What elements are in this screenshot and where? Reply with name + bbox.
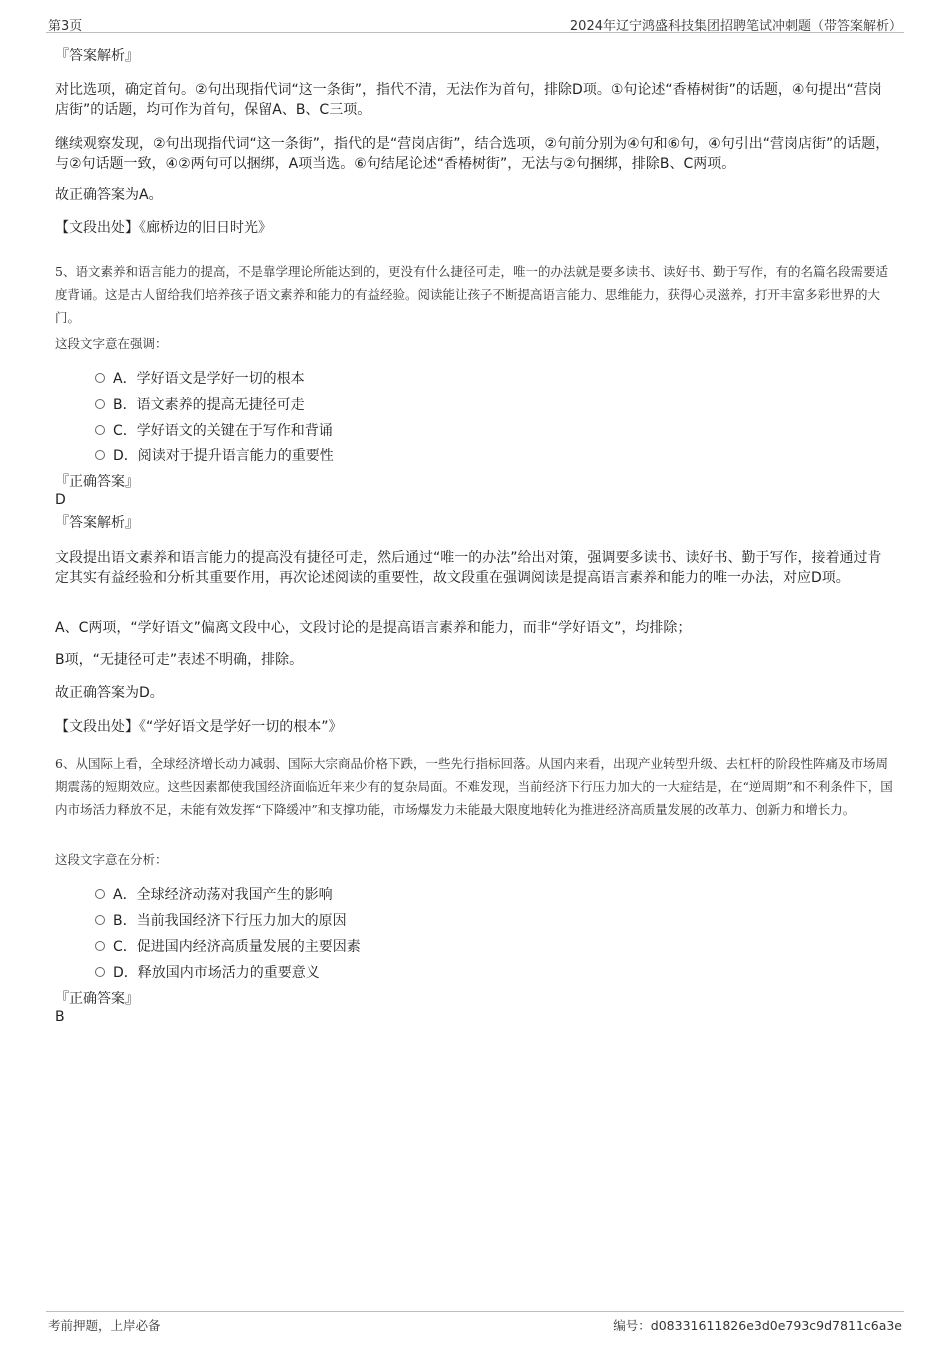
document-id: 编号：d08331611826e3d0e793c9d7811c6a3e <box>613 1318 902 1333</box>
analysis-paragraph: 文段提出语文素养和语言能力的提高没有捷径可走，然后通过“唯一的办法”给出对策，强调要多读书、读好书、勤于写作，接着通过肯定其实有益经验和分析其重要作用，再次论述阅读的重要性，故文段重在强调阅读是提高语言素养和能力的唯一办法，对应D项。 <box>55 550 882 586</box>
option-b[interactable] <box>95 394 305 418</box>
radio-icon[interactable] <box>95 399 105 409</box>
analysis-paragraph: 对比选项，确定首句。②句出现指代词“这一条街”，指代不清，无法作为首句，排除D项。①句论述“香椿树街”的话题，④句提出“营岗店街”的话题，均可作为首句，保留A、B、C三项。 <box>55 82 882 118</box>
analysis-paragraph: A、C两项，“学好语文”偏离文段中心，文段讨论的是提高语言素养和能力，而非“学好语文”，均排除； <box>55 620 692 636</box>
analysis-heading: 『答案解析』 <box>55 48 139 64</box>
analysis-conclusion: 故正确答案为A。 <box>55 187 163 203</box>
radio-icon[interactable] <box>95 967 105 977</box>
question-prompt: 这段文字意在分析： <box>55 852 168 867</box>
analysis-paragraph: B项，“无捷径可走”表述不明确，排除。 <box>55 652 304 668</box>
question-prompt: 这段文字意在强调： <box>55 336 168 351</box>
option-d[interactable] <box>95 962 320 986</box>
option-a[interactable] <box>95 884 333 908</box>
page-header <box>46 12 904 33</box>
option-label: A．学好语文是学好一切的根本 <box>113 371 305 387</box>
answer-heading: 『正确答案』 <box>55 474 139 490</box>
analysis-conclusion: 故正确答案为D。 <box>55 685 164 701</box>
option-b[interactable] <box>95 910 347 934</box>
analysis-paragraph: 继续观察发现，②句出现指代词“这一条街”，指代的是“营岗店街”，结合选项，②句前分别为④句和⑥句，④句引出“营岗店街”的话题，与②句话题一致，④②两句可以捆绑，A项当选。⑥句结尾论述“香椿树街”，无法与②句捆绑，排除B、C两项。 <box>55 136 890 172</box>
footer-slogan: 考前押题，上岸必备 <box>48 1318 161 1333</box>
radio-icon[interactable] <box>95 915 105 925</box>
option-label: D．阅读对于提升语言能力的重要性 <box>113 448 334 464</box>
option-label: C．促进国内经济高质量发展的主要因素 <box>113 939 361 955</box>
source-citation: 【文段出处】《“学好语文是学好一切的根本”》 <box>55 719 343 735</box>
option-c[interactable] <box>95 420 333 444</box>
question-text: 5、语文素养和语言能力的提高，不是靠学理论所能达到的，更没有什么捷径可走，唯一的办法就是要多读书、读好书、勤于写作，有的名篇名段需要适度背诵。这是古人留给我们培养孩子语文素养和能力的有益经验。阅读能让孩子不断提高语言能力、思维能力，获得心灵滋养，打开丰富多彩世界的大门。 <box>55 264 888 325</box>
radio-icon[interactable] <box>95 889 105 899</box>
radio-icon[interactable] <box>95 450 105 460</box>
option-d[interactable] <box>95 445 334 469</box>
option-label: B．语文素养的提高无捷径可走 <box>113 397 305 413</box>
option-label: D．释放国内市场活力的重要意义 <box>113 965 320 981</box>
page-footer <box>46 1311 904 1338</box>
analysis-heading: 『答案解析』 <box>55 515 139 531</box>
radio-icon[interactable] <box>95 373 105 383</box>
correct-answer: D <box>55 492 66 508</box>
source-citation: 【文段出处】《廊桥边的旧日时光》 <box>55 220 272 236</box>
option-label: B．当前我国经济下行压力加大的原因 <box>113 913 347 929</box>
option-a[interactable] <box>95 368 305 392</box>
radio-icon[interactable] <box>95 941 105 951</box>
option-label: A．全球经济动荡对我国产生的影响 <box>113 887 333 903</box>
question-text: 6、从国际上看，全球经济增长动力减弱、国际大宗商品价格下跌，一些先行指标回落。从国内来看，出现产业转型升级、去杠杆的阶段性阵痛及市场周期震荡的短期效应。这些因素都使我国经济面临近年来少有的复杂局面。不难发现，当前经济下行压力加大的一大症结是，在“逆周期”和不利条件下，国内市场活力释放不足，未能有效发挥“下降缓冲”和支撑功能，市场爆发力未能最大限度地转化为推进经济高质量发展的改革力、创新力和增长力。 <box>55 756 893 817</box>
option-c[interactable] <box>95 936 361 960</box>
answer-heading: 『正确答案』 <box>55 991 139 1007</box>
correct-answer: B <box>55 1009 65 1025</box>
radio-icon[interactable] <box>95 425 105 435</box>
page-number: 第3页 <box>48 19 83 34</box>
option-label: C．学好语文的关键在于写作和背诵 <box>113 423 333 439</box>
document-title: 2024年辽宁鸿盛科技集团招聘笔试冲刺题（带答案解析） <box>569 19 902 34</box>
